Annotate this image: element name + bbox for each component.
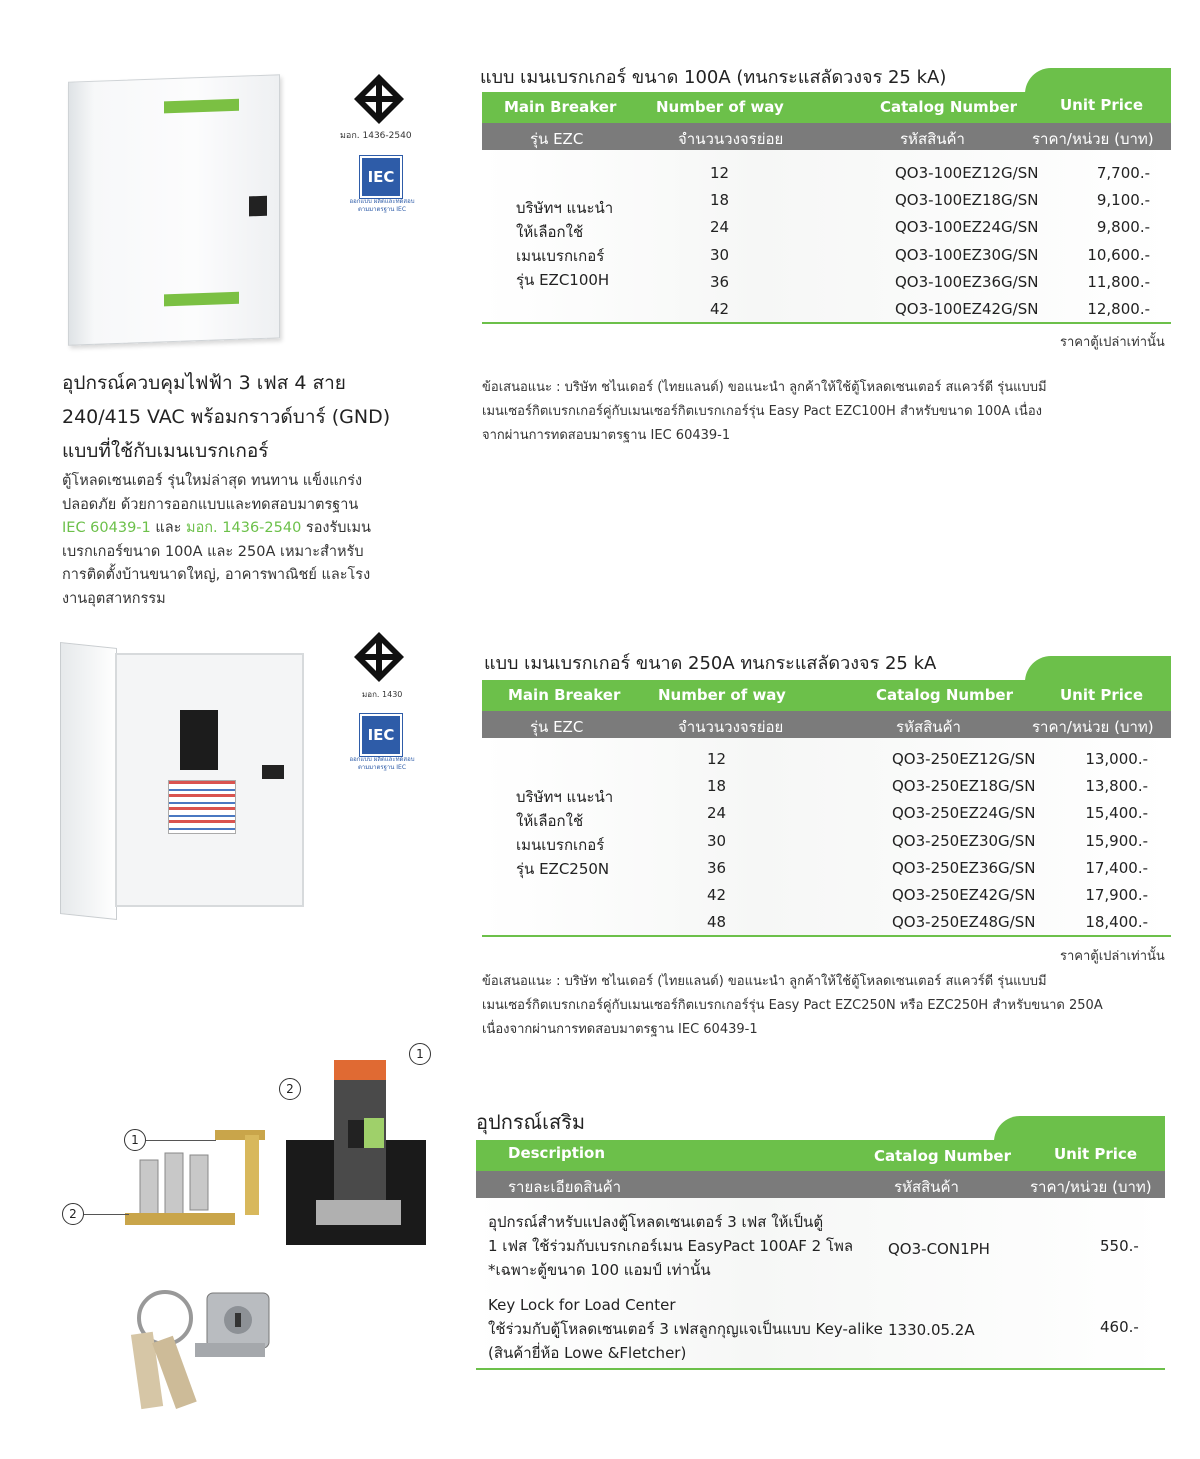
row-way: 42	[710, 300, 730, 318]
row-price: 17,900.-	[1085, 886, 1148, 904]
row-cat: QO3-250EZ48G/SN	[892, 913, 1036, 932]
row-way: 12	[710, 164, 730, 182]
row-cat: QO3-250EZ18G/SN	[892, 777, 1036, 796]
accessories-subheader: รายละเอียดสินค้า รหัสสินค้า ราคา/หน่วย (บาท)	[476, 1171, 1165, 1198]
brand-label-bottom	[164, 292, 239, 307]
row-price: 10,600.-	[1087, 245, 1150, 264]
door-latch	[249, 196, 267, 217]
row-way: 24	[707, 804, 727, 823]
table100-note: ข้อเสนอแนะ : บริษัท ชไนเดอร์ (ไทยแลนด์) ขอแนะนำ ลูกค้าให้ใช้ตู้โหลดเซนเตอร์ สแควร์ดี รุ่นแบบมี เมนเซอร์กิตเบรกเกอร์คู่กับเมนเซอร์กิตเบรกเกอร์รุ่น Easy Pact EZC100H สำหรับขนาด 100A เนื่อง จากผ่านการทดสอบมาตรฐาน IEC 60439-1	[482, 380, 1047, 443]
tisi-mark-icon	[352, 72, 406, 126]
row-cat: QO3-250EZ24G/SN	[892, 804, 1036, 823]
row-price: 18,400.-	[1085, 913, 1148, 932]
row-price: 13,800.-	[1085, 777, 1148, 796]
table250-recommendation: บริษัทฯ แนะนำ ให้เลือกใช้ เมนเบรกเกอร์ รุ่น EZC250N	[516, 788, 614, 878]
table100-recommendation: บริษัทฯ แนะนำ ให้เลือกใช้ เมนเบรกเกอร์ รุ่น EZC100H	[516, 199, 614, 289]
row-price: 15,900.-	[1085, 831, 1148, 850]
accessory-item: อุปกรณ์สำหรับแปลงตู้โหลดเซนเตอร์ 3 เฟส ให้เป็นตู้ 1 เฟส ใช้ร่วมกับเบรกเกอร์เมน EasyPact 100AF 2 โพล *เฉพาะตู้ขนาด 100 แอมป์ เท่านั้น	[488, 1213, 854, 1279]
row-way: 42	[707, 886, 727, 904]
row-way: 24	[710, 218, 730, 237]
row-price: 13,000.-	[1085, 750, 1148, 768]
branch-breakers	[168, 780, 236, 834]
key-lock-image	[125, 1283, 280, 1413]
row-way: 12	[707, 750, 727, 768]
accessories-header: Description Catalog Number Unit Price	[476, 1140, 1165, 1171]
row-cat: QO3-100EZ12G/SN	[895, 164, 1039, 182]
row-price: 15,400.-	[1085, 804, 1148, 823]
load-center-closed-image	[68, 74, 280, 345]
load-center-open-image	[60, 645, 300, 915]
iec-caption: ออกแบบ ผลิตและทดสอบ ตามมาตรฐาน IEC	[349, 198, 415, 213]
table250-title: แบบ เมนเบรกเกอร์ ขนาด 250A ทนกระแสลัดวงจร 25 kA	[484, 653, 937, 674]
iec-caption: ออกแบบ ผลิตและทดสอบ ตามมาตรฐาน IEC	[349, 756, 415, 771]
accessory-price: 550.-	[1100, 1237, 1139, 1255]
row-cat: QO3-100EZ30G/SN	[895, 245, 1039, 264]
table250-subheader: รุ่น EZC จำนวนวงจรย่อย รหัสสินค้า ราคา/หน่วย (บาท)	[482, 711, 1171, 738]
row-cat: QO3-100EZ36G/SN	[895, 272, 1039, 291]
panel-door	[60, 642, 117, 920]
table250-header: Main Breaker Number of way Catalog Number Unit Price	[482, 680, 1171, 711]
row-way: 36	[707, 858, 727, 877]
row-cat: QO3-250EZ42G/SN	[892, 886, 1036, 904]
row-price: 7,700.-	[1096, 164, 1150, 182]
breaker-with-kit-image	[286, 1060, 426, 1245]
row-price: 17,400.-	[1085, 858, 1148, 877]
row-way: 30	[710, 245, 730, 264]
callout-2: 2	[62, 1203, 84, 1225]
callout-2: 2	[279, 1078, 301, 1100]
iec-logo-icon: IEC	[360, 714, 402, 756]
callout-1: 1	[124, 1129, 146, 1151]
row-price: 11,800.-	[1087, 272, 1150, 291]
table100-title: แบบ เมนเบรกเกอร์ ขนาด 100A (ทนกระแสลัดวงจร 25 kA)	[480, 67, 947, 88]
panel-latch	[262, 765, 284, 779]
tisi-code: มอก. 1430	[362, 690, 403, 699]
table250-price-note: ราคาตู้เปล่าเท่านั้น	[1060, 949, 1165, 964]
row-price: 9,800.-	[1096, 218, 1150, 237]
tisi-mark-icon	[352, 630, 406, 684]
row-cat: QO3-100EZ42G/SN	[895, 300, 1039, 318]
row-cat: QO3-250EZ36G/SN	[892, 858, 1036, 877]
product-title: อุปกรณ์ควบคุมไฟฟ้า 3 เฟส 4 สาย 240/415 VAC พร้อมกราวด์บาร์ (GND) แบบที่ใช้กับเมนเบรกเกอร์	[62, 372, 391, 462]
accessory-price: 460.-	[1100, 1318, 1139, 1336]
row-cat: QO3-100EZ24G/SN	[895, 218, 1039, 237]
row-price: 12,800.-	[1087, 300, 1150, 318]
callout-1: 1	[409, 1043, 431, 1065]
row-cat: QO3-250EZ30G/SN	[892, 831, 1036, 850]
table100-price-note: ราคาตู้เปล่าเท่านั้น	[1060, 335, 1165, 350]
accessory-catalog: QO3-CON1PH	[888, 1240, 990, 1258]
accessory-item: Key Lock for Load Center ใช้ร่วมกับตู้โหลดเซนเตอร์ 3 เฟสลูกกุญแจเป็นแบบ Key-alike (สินค้ายี่ห้อ Lowe &Fletcher)	[488, 1296, 883, 1362]
product-description: ตู้โหลดเซนเตอร์ รุ่นใหม่ล่าสุด ทนทาน แข็งแกร่ง ปลอดภัย ด้วยการออกแบบและทดสอบมาตรฐาน IEC 60439-1 และ มอก. 1436-2540 รองรับเมน เบรกเกอร์ขนาด 100A และ 250A เหมาะสำหรับ การติดตั้งบ้านขนาดใหญ่, อาคารพาณิชย์ และโรง งานอุตสาหกรรม	[62, 473, 371, 607]
tisi-code: มอก. 1436-2540	[340, 131, 412, 141]
brand-label	[164, 99, 239, 114]
row-way: 18	[710, 191, 730, 210]
main-breaker	[180, 710, 218, 770]
row-way: 48	[707, 913, 727, 932]
row-way: 36	[710, 272, 730, 291]
row-cat: QO3-250EZ12G/SN	[892, 750, 1036, 768]
row-cat: QO3-100EZ18G/SN	[895, 191, 1039, 210]
row-way: 18	[707, 777, 727, 796]
row-price: 9,100.-	[1096, 191, 1150, 210]
accessories-title: อุปกรณ์เสริม	[476, 1110, 586, 1134]
table100-header: Main Breaker Number of way Catalog Number Unit Price	[482, 92, 1171, 123]
accessory-catalog: 1330.05.2A	[888, 1321, 975, 1339]
table100-subheader: รุ่น EZC จำนวนวงจรย่อย รหัสสินค้า ราคา/หน่วย (บาท)	[482, 123, 1171, 150]
row-way: 30	[707, 831, 727, 850]
table250-note: ข้อเสนอแนะ : บริษัท ชไนเดอร์ (ไทยแลนด์) ขอแนะนำ ลูกค้าให้ใช้ตู้โหลดเซนเตอร์ สแควร์ดี รุ่นแบบมี เมนเซอร์กิตเบรกเกอร์คู่กับเมนเซอร์กิตเบรกเกอร์รุ่น Easy Pact EZC250N หรือ EZC250H สำหรับขนาด 250A เนื่องจากผ่านการทดสอบมาตรฐาน IEC 60439-1	[482, 974, 1103, 1037]
iec-logo-icon: IEC	[360, 156, 402, 198]
